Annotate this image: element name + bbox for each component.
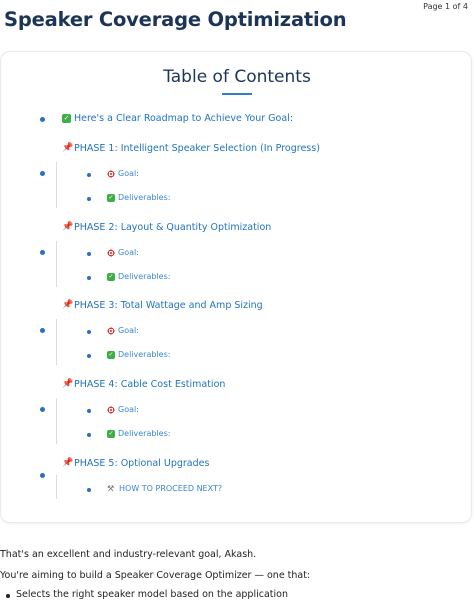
toc-item-label: PHASE 1: Intelligent Speaker Selection (In Progress) [74, 143, 320, 154]
check-icon: ✓ [63, 114, 70, 122]
toc-subitem-label: Deliverables: [118, 272, 171, 281]
toc-subitem-label: Goal: [118, 169, 139, 178]
toc-item-label: PHASE 5: Optional Upgrades [74, 458, 210, 469]
toc-item-roadmap[interactable] [62, 113, 293, 124]
list-bullet [87, 433, 91, 437]
pushpin-icon: 📌 [62, 379, 74, 389]
list-bullet [40, 117, 45, 122]
toc-subitem-label: HOW TO PROCEED NEXT? [119, 484, 223, 493]
list-bullet [87, 197, 91, 201]
toc-subitem-phase-4-deliverables[interactable] [107, 429, 170, 438]
target-icon [107, 170, 115, 178]
toc-subitem-phase-3-deliverables[interactable] [107, 350, 170, 359]
list-bullet [40, 328, 45, 333]
toc-subitem-label: Goal: [118, 248, 139, 257]
pushpin-icon: 📌 [62, 143, 74, 153]
toc-item-phase-3[interactable] [62, 300, 263, 311]
indent-guide [56, 398, 57, 444]
toc-title: Table of Contents [163, 67, 311, 87]
toc-item-phase-4[interactable] [62, 379, 225, 390]
toc-item-phase-5[interactable] [62, 458, 209, 469]
list-bullet [87, 354, 91, 358]
list-item: Selects the right speaker model based on the application [16, 589, 288, 600]
pushpin-icon: 📌 [62, 222, 74, 232]
toc-subitem-label: Deliverables: [118, 350, 171, 359]
body-paragraph: That's an excellent and industry-relevant goal, Akash. [0, 549, 257, 560]
toc-subitem-phase-4-goal[interactable] [107, 405, 139, 414]
toc-item-label: PHASE 4: Cable Cost Estimation [74, 379, 226, 390]
list-bullet [40, 250, 45, 255]
toc-subitem-label: Deliverables: [118, 429, 171, 438]
check-icon: ✓ [108, 429, 114, 437]
tools-icon: ⚒ [107, 484, 115, 493]
toc-item-label: Here's a Clear Roadmap to Achieve Your Goal: [74, 113, 294, 124]
list-bullet [6, 594, 10, 598]
list-bullet [87, 173, 91, 177]
toc-title-underline [222, 93, 252, 95]
check-icon: ✓ [108, 272, 114, 280]
toc-item-phase-1[interactable] [62, 143, 320, 154]
toc-subitem-phase-1-goal[interactable] [107, 169, 139, 178]
check-icon: ✓ [108, 193, 114, 201]
toc-subitem-phase-3-goal[interactable] [107, 326, 139, 335]
body-paragraph: You're aiming to build a Speaker Coverage Optimizer — one that: [0, 570, 311, 581]
indent-guide [56, 319, 57, 365]
list-bullet [87, 276, 91, 280]
list-bullet [87, 330, 91, 334]
list-bullet [40, 407, 45, 412]
toc-subitem-label: Goal: [118, 405, 139, 414]
toc-subitem-phase-2-goal[interactable] [107, 248, 139, 257]
page-indicator: Page 1 of 4 [423, 2, 468, 11]
indent-guide [56, 162, 57, 208]
indent-guide [56, 241, 57, 287]
toc-item-phase-2[interactable] [62, 222, 271, 233]
toc-item-label: PHASE 3: Total Wattage and Amp Sizing [74, 300, 263, 311]
list-bullet [40, 473, 45, 478]
toc-subitem-label: Deliverables: [118, 193, 171, 202]
target-icon [107, 327, 115, 335]
toc-subitem-phase-2-deliverables[interactable] [107, 272, 170, 281]
pushpin-icon: 📌 [62, 458, 74, 468]
target-icon [107, 249, 115, 257]
document-title: Speaker Coverage Optimization [4, 8, 347, 31]
indent-guide [56, 475, 57, 499]
list-bullet [87, 252, 91, 256]
list-bullet [87, 488, 91, 492]
toc-subitem-label: Goal: [118, 326, 139, 335]
check-icon: ✓ [108, 350, 114, 358]
toc-subitem-phase-1-deliverables[interactable] [107, 193, 170, 202]
toc-subitem-how-to-proceed[interactable] [107, 484, 222, 493]
list-bullet [40, 171, 45, 176]
target-icon [107, 406, 115, 414]
list-bullet [87, 409, 91, 413]
toc-item-label: PHASE 2: Layout & Quantity Optimization [74, 222, 272, 233]
pushpin-icon: 📌 [62, 300, 74, 310]
